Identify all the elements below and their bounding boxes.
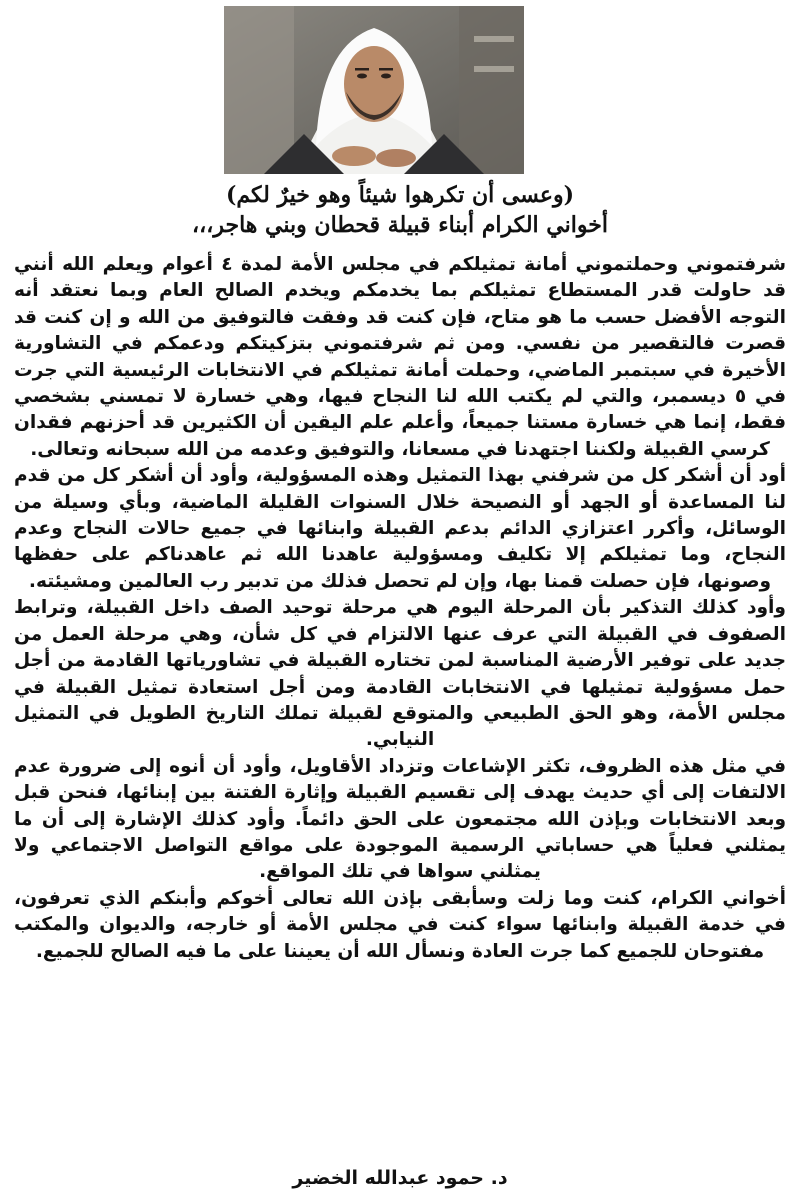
signature: د. حمود عبدالله الخضير xyxy=(292,1167,508,1189)
paragraph-3: وأود كذلك التذكير بأن المرحلة اليوم هي مرحلة توحيد الصف داخل القبيلة، وترابط الصفوف في القبيلة التي عرف عنها الالتزام في كل شأن، وهي مرحلة العمل من جديد على توفير الأرضية المناسبة لمن تختاره القبيلة في تشاورياتها القادمة من أجل حمل مسؤولية تمثيلها في الانتخابات القادمة ومن أجل استعادة تمثيل القبيلة في مجلس الأمة، وهو الحق الطبيعي والمتوقع لقبيلة تملك التاريخ الطويل في التمثيل النيابي. xyxy=(14,597,786,751)
salutation: أخواني الكرام أبناء قبيلة قحطان وبني هاجر،،، xyxy=(192,212,608,238)
portrait-illustration xyxy=(224,6,524,174)
letter-body xyxy=(14,252,786,965)
portrait-photo xyxy=(224,6,524,174)
quran-verse: (وعسى أن تكرهوا شيئاً وهو خيرٌ لكم) xyxy=(225,182,575,208)
paragraph-4: في مثل هذه الظروف، تكثر الإشاعات وتزداد الأقاويل، وأود أن أنوه إلى ضرورة عدم الالتفات إلى أي حديث يهدف إلى تقسيم القبيلة وإثارة الفتنة بين إبنائها، فنحن قبل وبعد الانتخابات وبإذن الله مجتمعون على الحق دائماً. وأود كذلك الإشارة إلى أن ما يمثلني فعلياً هي حساباتي الرسمية الموجودة على مواقع التواصل الاجتماعي ولا يمثلني سواها في تلك المواقع. xyxy=(14,755,786,883)
paragraph-1: شرفتموني وحملتموني أمانة تمثيلكم في مجلس الأمة لمدة ٤ أعوام ويعلم الله أنني قد حاولت قدر المستطاع تمثيلكم بما يخدمكم ويخدم الصالح العام وبما نعتقد أنه التوجه الأفضل حسب ما هو متاح، فإن كنت قد وفقت فالتوفيق من الله و إن كنت قد قصرت فالتقصير من نفسي. ومن ثم شرفتموني بتزكيتكم ودعمكم في التشاورية الأخيرة في سبتمبر الماضي، وحملت أمانة تمثيلكم في الانتخابات الرئيسية التي جرت في ٥ ديسمبر، والتي لم يكتب الله لنا النجاح فيها، وهي خسارة لا تمسني بشخصي فقط، إنما هي خسارة مستنا جميعاً، وأعلم علم اليقين أن الكثيرين قد أحزنهم فقدان كرسي القبيلة ولكننا اجتهدنا في مسعانا، والتوفيق وعدمه من الله سبحانه وتعالى. xyxy=(14,254,786,460)
paragraph-2: أود أن أشكر كل من شرفني بهذا التمثيل وهذه المسؤولية، وأود أن أشكر كل من قدم لنا المساعدة أو الجهد أو النصيحة خلال السنوات القليلة الماضية، وبأي وسيلة من الوسائل، وأكرر اعتزازي الدائم بدعم القبيلة وابنائها في جميع حالات النجاح وعدم النجاح، وما تمثيلكم إلا تكليف ومسؤولية عاهدنا الله ثم عاهدناكم على حفظها وصونها، فإن حصلت قمنا بها، وإن لم تحصل فذلك من تدبير رب العالمين ومشيئته. xyxy=(14,465,786,592)
paragraph-5: أخواني الكرام، كنت وما زلت وسأبقى بإذن الله تعالى أخوكم وأبنكم الذي تعرفون، في خدمة القبيلة وابنائها سواء كنت في مجلس الأمة أو خارجه، والديوان والمكتب مفتوحان للجميع كما جرت العادة ونسأل الله أن يعيننا على ما فيه الصالح للجميع. xyxy=(14,887,786,962)
letter-header xyxy=(0,180,800,240)
